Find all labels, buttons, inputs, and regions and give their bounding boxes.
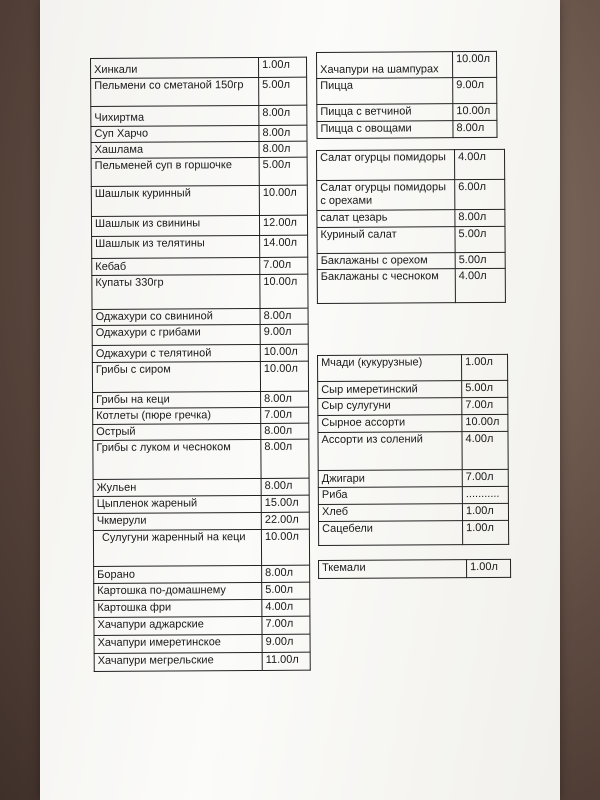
table-row xyxy=(94,634,310,653)
item-price: 1.00л xyxy=(467,559,511,577)
item-price: 8.00л xyxy=(261,423,309,439)
table-row xyxy=(318,431,508,470)
item-name: Купаты 330гр xyxy=(92,274,260,309)
item-name: Риба xyxy=(318,487,462,505)
table-row xyxy=(317,149,505,180)
item-price: 7.00л xyxy=(260,257,308,274)
table-row xyxy=(319,559,511,578)
table-row xyxy=(91,141,307,158)
item-price: 10.00л xyxy=(259,185,307,215)
item-name: Сыр сулугуни xyxy=(318,398,462,416)
table-row xyxy=(91,125,307,142)
table-row xyxy=(317,252,505,269)
item-price: 12.00л xyxy=(259,215,307,235)
item-price: 11.00л xyxy=(262,652,310,670)
item-price: 8.00л xyxy=(260,308,308,324)
item-name: Ткемали xyxy=(319,560,467,579)
menu-table-cheese-breads xyxy=(317,354,509,546)
item-price: 4.00л xyxy=(462,431,508,469)
table-row xyxy=(317,209,505,227)
table-row xyxy=(317,120,497,138)
item-price: 1.00л xyxy=(463,520,509,544)
item-price: 8.00л xyxy=(455,209,505,226)
table-row xyxy=(91,215,307,236)
item-name: Сырное ассорти xyxy=(318,415,462,433)
table-row xyxy=(93,529,309,566)
item-name: Хашлама xyxy=(91,141,259,158)
table-row xyxy=(91,57,307,78)
item-name: Чихиртма xyxy=(91,105,259,126)
item-price: 4.00л xyxy=(455,268,505,302)
item-name: салат цезарь xyxy=(317,210,455,228)
item-name: Пицца xyxy=(317,78,453,105)
item-name: Баклажаны с орехом xyxy=(317,253,455,270)
table-row xyxy=(318,486,508,504)
table-row xyxy=(317,103,497,121)
item-price: 8.00л xyxy=(261,391,309,407)
table-row xyxy=(94,582,310,600)
item-name: Картошка фри xyxy=(94,599,262,617)
item-name: Сулугуни жаренный на кеци xyxy=(93,529,261,566)
item-name: Ассорти из солений xyxy=(318,432,462,471)
item-price: 10.00л xyxy=(260,344,308,361)
item-name: Шашлык из телятины xyxy=(92,235,260,258)
item-name: Грибы на кеци xyxy=(93,391,261,408)
item-name: Сыр имеретинский xyxy=(318,381,462,399)
item-name: Хинкали xyxy=(91,57,259,78)
table-row xyxy=(317,226,505,253)
item-name: Оджахури со свининой xyxy=(92,308,260,325)
table-row xyxy=(93,478,309,496)
item-name: Салат огурцы помидоры xyxy=(317,150,455,181)
item-name: Котлеты (пюре гречка) xyxy=(93,407,261,424)
item-price: 7.00л xyxy=(262,616,310,634)
item-price: 10.00л xyxy=(453,103,497,120)
item-name: Пицца с ветчиной xyxy=(317,104,453,122)
table-row xyxy=(318,354,508,381)
item-name: Пицца с овощами xyxy=(317,121,453,139)
table-row xyxy=(319,520,509,545)
table-row xyxy=(318,397,508,415)
table-row xyxy=(92,361,308,392)
item-name: Жульен xyxy=(93,478,261,496)
item-price: 8.00л xyxy=(259,105,307,125)
item-price: 1.00л xyxy=(462,503,508,520)
table-row xyxy=(91,77,307,106)
item-name: Оджахури с телятиной xyxy=(92,344,260,362)
item-price: 5.00л xyxy=(259,157,307,185)
item-price: 5.00л xyxy=(462,380,508,397)
table-row xyxy=(318,380,508,398)
item-price: 9.00л xyxy=(453,77,497,103)
item-price: 7.00л xyxy=(462,469,508,486)
item-name: Шашлык куринный xyxy=(91,185,259,216)
item-name: Острый xyxy=(93,423,261,440)
table-row xyxy=(94,565,310,583)
item-name: Грибы с луком и чесноком xyxy=(93,439,261,479)
item-name: Оджахури с грибами xyxy=(92,324,260,345)
item-name: Хлеб xyxy=(318,504,462,522)
item-name: Хачапури на шампурах xyxy=(317,52,453,79)
item-price: 5.00л xyxy=(455,252,505,268)
item-price: 1.00л xyxy=(258,57,306,77)
item-price: 14.00л xyxy=(260,235,308,257)
item-price: 8.00л xyxy=(259,125,307,141)
table-row xyxy=(93,512,309,530)
table-row xyxy=(93,407,309,424)
item-name: Куриный салат xyxy=(317,227,455,254)
item-price: 22.00л xyxy=(261,512,309,529)
item-price: 8.00л xyxy=(262,565,310,582)
table-row xyxy=(91,185,307,216)
item-price: 5.00л xyxy=(262,582,310,599)
item-name: Кебаб xyxy=(92,257,260,275)
table-row xyxy=(318,414,508,432)
item-price: 5.00л xyxy=(455,226,505,252)
table-row xyxy=(94,616,310,635)
item-name: Шашлык из свинины xyxy=(91,215,259,236)
item-name: Мчади (кукурузные) xyxy=(318,355,462,382)
item-price: 8.00л xyxy=(261,478,309,495)
item-price: 10.00л xyxy=(261,529,309,565)
item-name: Пельмени со сметаной 150гр xyxy=(91,77,259,106)
item-price: 4.00л xyxy=(455,149,505,179)
menu-table-main xyxy=(90,57,311,672)
item-name: Салат огурцы помидоры с орехами xyxy=(317,180,455,211)
item-name: Баклажаны с чесноком xyxy=(317,269,455,304)
table-row xyxy=(93,391,309,408)
table-row xyxy=(94,599,310,617)
table-row xyxy=(93,423,309,440)
table-row xyxy=(91,157,307,186)
item-price: 7.00л xyxy=(462,397,508,414)
item-price: 10.00л xyxy=(260,361,308,391)
item-price: 1.00л xyxy=(462,354,508,380)
item-price: ........... xyxy=(462,486,508,503)
item-name: Цыпленок жареный xyxy=(93,495,261,513)
item-price: 4.00л xyxy=(262,599,310,616)
item-price: 9.00л xyxy=(260,324,308,344)
item-price: 9.00л xyxy=(262,634,310,652)
item-name: Хачапури мегрельские xyxy=(94,652,262,671)
item-name: Хачапури аджарские xyxy=(94,616,262,635)
table-row xyxy=(93,495,309,513)
table-row xyxy=(92,257,308,275)
item-name: Хачапури имеретинское xyxy=(94,634,262,653)
item-price: 8.00л xyxy=(261,439,309,478)
item-price: 7.00л xyxy=(261,407,309,423)
menu-table-sauces xyxy=(318,559,511,579)
item-price: 8.00л xyxy=(259,141,307,157)
table-row xyxy=(92,344,308,362)
item-name: Грибы с сиром xyxy=(92,361,260,392)
item-name: Пельменей суп в горшочке xyxy=(91,157,259,186)
item-price: 10.00л xyxy=(453,51,497,77)
item-name: Джигари xyxy=(318,470,462,488)
table-row xyxy=(94,652,310,671)
item-name: Картошка по-домашнему xyxy=(94,582,262,600)
table-row xyxy=(92,324,308,345)
table-row xyxy=(92,274,308,309)
table-row xyxy=(317,268,505,303)
item-name: Суп Харчо xyxy=(91,125,259,142)
item-price: 15.00л xyxy=(261,495,309,512)
item-price: 10.00л xyxy=(260,274,308,308)
item-name: Сацебели xyxy=(319,521,463,546)
menu-table-salads xyxy=(316,149,506,304)
table-row xyxy=(92,235,308,258)
item-name: Чкмерули xyxy=(93,512,261,530)
table-row xyxy=(317,77,497,104)
table-row xyxy=(317,179,505,210)
item-price: 8.00л xyxy=(453,120,497,137)
item-name: Борано xyxy=(94,565,262,583)
item-price: 10.00л xyxy=(462,414,508,431)
item-price: 6.00л xyxy=(455,179,505,209)
table-row xyxy=(318,503,508,521)
table-row xyxy=(317,51,497,78)
item-price: 5.00л xyxy=(259,77,307,105)
table-row xyxy=(91,105,307,126)
menu-table-khachapuri-pizza xyxy=(316,51,498,139)
table-row xyxy=(92,308,308,325)
table-row xyxy=(93,439,309,479)
table-row xyxy=(318,469,508,487)
